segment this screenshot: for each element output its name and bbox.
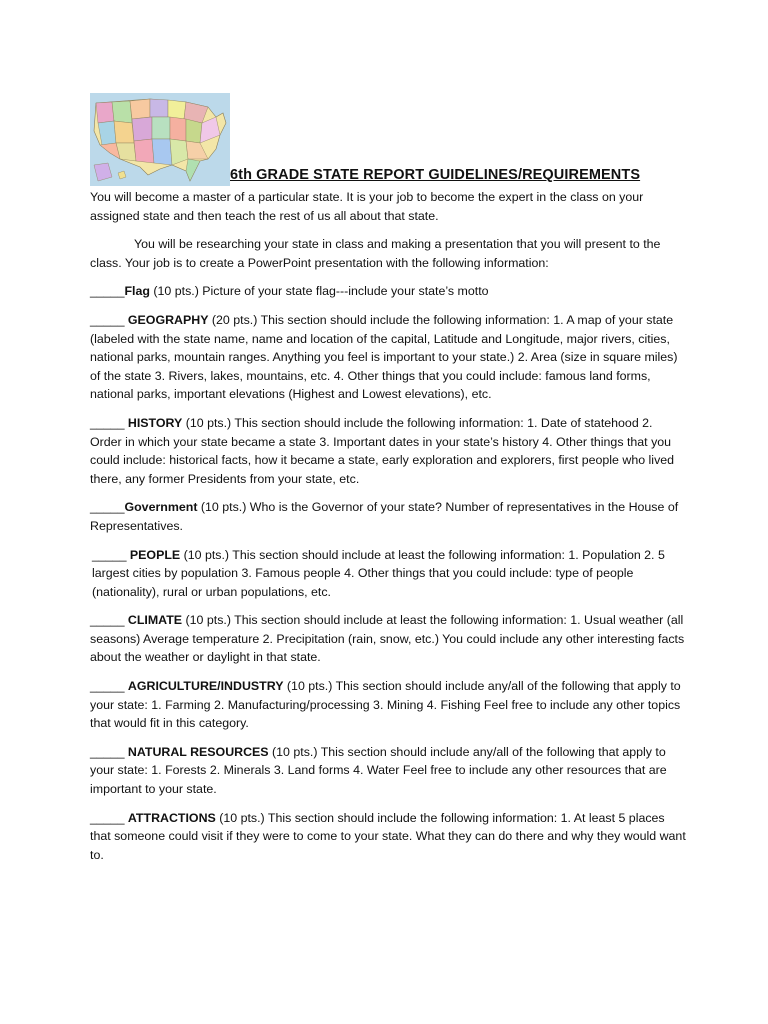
blank-line: _____	[90, 744, 128, 759]
section-climate	[90, 611, 686, 667]
blank-line: _____	[90, 679, 128, 694]
section-people	[90, 546, 686, 602]
section-attractions	[90, 809, 686, 865]
document-body	[90, 188, 686, 874]
section-text: (10 pts.) This section should include at least the following information: 1. Usual weather (all seasons) Average temperature 2. Precipitation (rain, snow, etc.) You could include any other interesting facts about the weather or daylight in that state.	[90, 613, 685, 665]
section-heading: ATTRACTIONS	[127, 810, 216, 825]
section-text: (10 pts.) This section should include at least the following information: 1. Population 2. 5 largest cities by population 3. Famous people 4. Other things that you could include: type of people (nationality), rural or urban populations, etc.	[92, 547, 665, 599]
section-text: (10 pts.) This section should include the following information: 1. Date of statehood 2. Order in which your state became a state 3. Important dates in your state’s history 4. Other things that you could include: historical facts, how it became a state, early exploration and explorers, first people who lived there, any former Presidents from your state, etc.	[90, 415, 675, 486]
section-heading: PEOPLE	[129, 547, 181, 562]
section-heading: Flag	[124, 284, 150, 299]
section-text: (10 pts.) This section should include any/all of the following that apply to your state: 1. Farming 2. Manufacturing/processing 3. Mining 4. Fishing Feel free to include any other topics that would fit in this category.	[90, 679, 681, 731]
blank-line: _____	[90, 415, 128, 430]
intro-paragraph-2: You will be researching your state in class and making a presentation that you will present to the class. Your job is to create a PowerPoint presentation with the following information:	[90, 237, 661, 270]
section-text: (10 pts.) Picture of your state flag---include your state’s motto	[149, 284, 489, 299]
intro-paragraph: You will become a master of a particular state. It is your job to become the expert in the class on your assigned state and then teach the rest of us all about that state.	[90, 190, 644, 223]
blank-line: _____	[92, 547, 130, 562]
section-history	[90, 414, 686, 488]
section-heading: Government	[124, 500, 198, 515]
section-heading: GEOGRAPHY	[127, 312, 209, 327]
section-heading: HISTORY	[127, 415, 183, 430]
section-heading: CLIMATE	[127, 613, 183, 628]
section-text: (10 pts.) Who is the Governor of your state? Number of representatives in the House of Representatives.	[90, 500, 679, 533]
page-title: 6th GRADE STATE REPORT GUIDELINES/REQUIREMENTS	[230, 167, 641, 183]
blank-line: _____	[90, 284, 125, 299]
section-geography	[90, 311, 686, 404]
blank-line: _____	[90, 613, 128, 628]
blank-line: _____	[90, 312, 128, 327]
section-heading: NATURAL RESOURCES	[127, 744, 269, 759]
blank-line: _____	[90, 500, 125, 515]
section-text: (20 pts.) This section should include the following information: 1. A map of your state (labeled with the state name, name and location of the capital, Latitude and Longitude, major rivers, cities, national parks, mountain ranges. Anything you feel is important to your state.) 2. Area (size in square miles) of the state 3. Rivers, lakes, mountains, etc. 4. Other things that you could include: famous land forms, national parks, important elevations (Highest and Lowest elevations), etc.	[90, 312, 678, 402]
section-text: (10 pts.) This section should include the following information: 1. At least 5 places that someone could visit if they were to come to your state. What they can do there and why they would want to.	[90, 810, 686, 862]
section-heading: AGRICULTURE/INDUSTRY	[127, 679, 284, 694]
section-natural-resources	[90, 743, 686, 799]
section-agriculture-industry	[90, 677, 686, 733]
blank-line: _____	[90, 810, 128, 825]
section-flag	[90, 282, 686, 301]
section-text: (10 pts.) This section should include any/all of the following that apply to your state: 1. Forests 2. Minerals 3. Land forms 4. Water Feel free to include any other resources that are important to your state.	[90, 744, 667, 797]
section-government	[90, 498, 686, 535]
usa-states-map-icon	[90, 93, 230, 186]
